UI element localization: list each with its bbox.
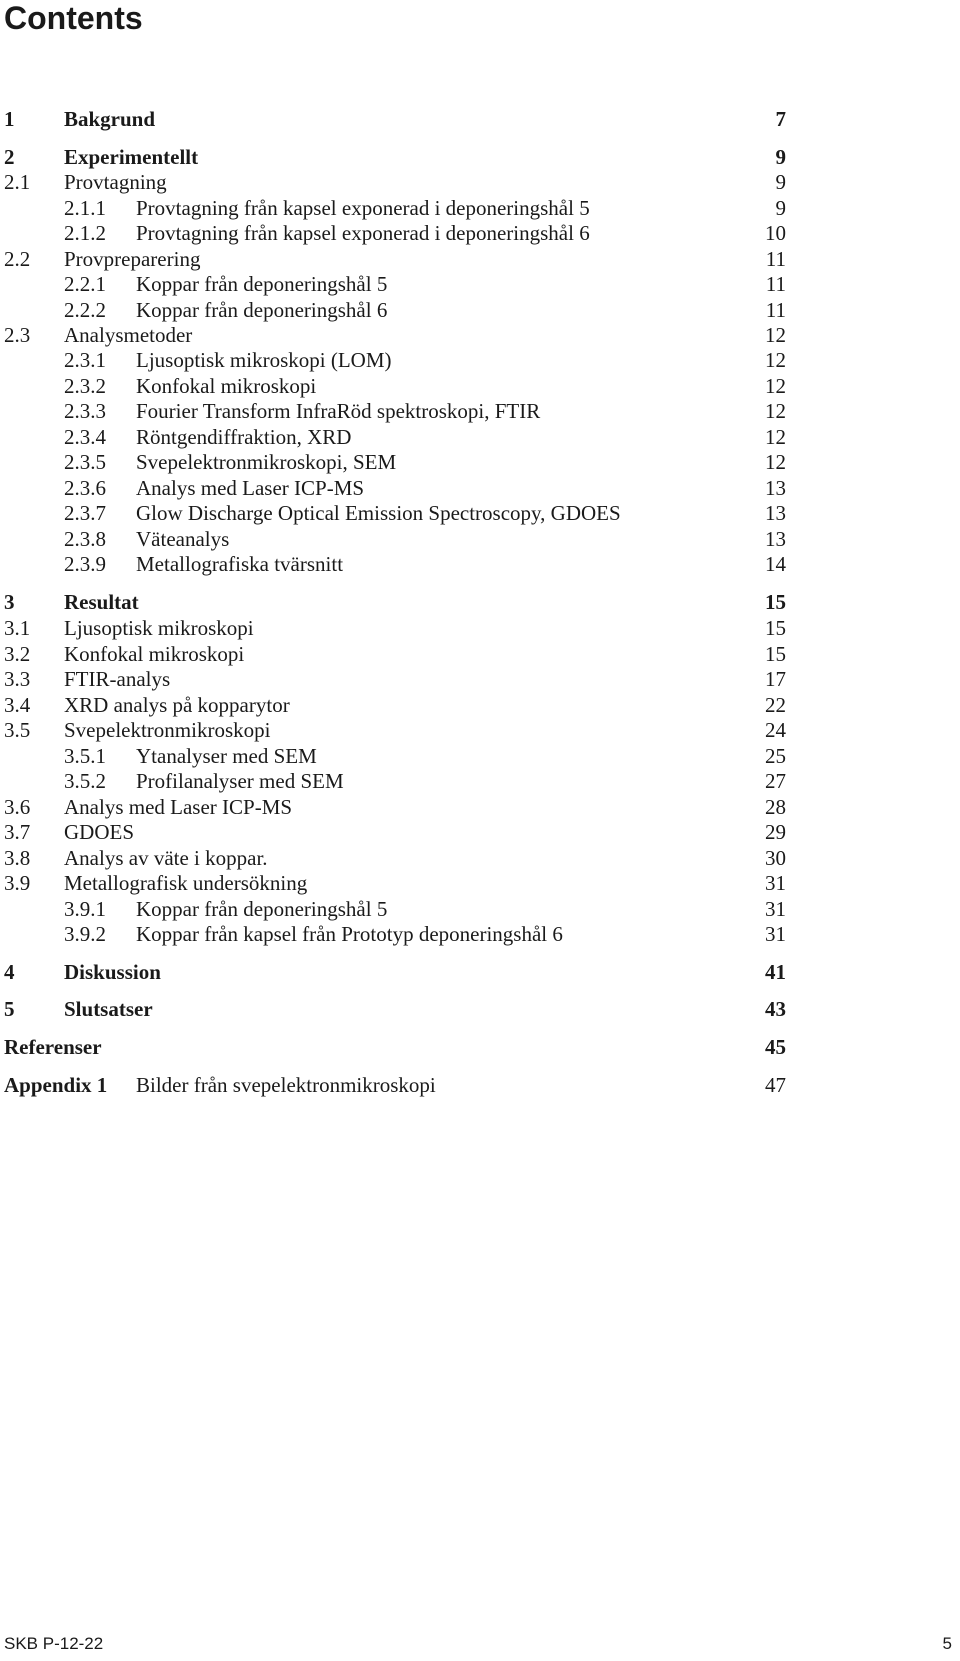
toc-entry[interactable] [0,347,800,374]
toc-entry-page: 12 [765,399,786,423]
toc-entry-title: Metallografisk undersökning [64,871,308,895]
toc-entry[interactable] [0,589,800,616]
toc-entry-page: 15 [765,590,786,614]
toc-entry-page: 25 [765,744,786,768]
toc-entry-page: 11 [765,298,786,322]
toc-entry-page: 12 [765,425,786,449]
toc-entry-page: 15 [765,642,786,666]
toc-entry-title: Provtagning [64,170,167,194]
toc-entry-title: Svepelektronmikroskopi [64,718,271,742]
toc-entry[interactable] [0,475,800,502]
toc-entry-page: 17 [765,667,786,691]
toc-entry-page: 12 [765,348,786,372]
toc-entry[interactable] [0,106,800,133]
toc-entry-page: 9 [775,196,786,220]
toc-entry[interactable] [0,743,800,770]
toc-entry-title: Koppar från deponeringshål 5 [136,897,388,921]
toc-entry-title: Fourier Transform InfraRöd spektroskopi, FTIR [136,399,541,423]
toc-entry-number: 2.3 [4,323,31,347]
toc-entry-page: 30 [765,846,786,870]
toc-entry[interactable] [0,271,800,298]
toc-entry[interactable] [0,297,800,324]
toc-entry-number: 2.1 [4,170,31,194]
toc-entry-page: 9 [775,170,786,194]
toc-entry-title: XRD analys på kopparytor [64,693,290,717]
toc-entry-number: 3.7 [4,820,31,844]
toc-entry[interactable] [0,373,800,400]
toc-entry[interactable] [0,870,800,897]
toc-entry-number: 3.3 [4,667,31,691]
toc-entry-number: 3.9 [4,871,31,895]
toc-entry-page: 9 [775,145,786,169]
toc-entry[interactable] [0,641,800,668]
toc-entry-number: 3 [4,590,15,614]
toc-entry-page: 31 [765,922,786,946]
toc-entry-number: 3.8 [4,846,31,870]
toc-entry-page: 45 [765,1035,786,1059]
toc-entry-number: 2 [4,145,15,169]
toc-entry[interactable] [0,424,800,451]
toc-entry-number: 2.3.4 [64,425,106,449]
toc-entry-page: 29 [765,820,786,844]
toc-entry-title: Provtagning från kapsel exponerad i deponeringshål 5 [136,196,590,220]
toc-entry-number: 2.2 [4,247,31,271]
toc-entry-number: 3.9.1 [64,897,106,921]
toc-entry-page: 31 [765,871,786,895]
toc-entry-number: 2.3.5 [64,450,106,474]
toc-entry-title: Konfokal mikroskopi [136,374,317,398]
toc-entry-page: 28 [765,795,786,819]
toc-entry-title: Koppar från deponeringshål 5 [136,272,388,296]
toc-entry-page: 13 [765,501,786,525]
toc-entry-number: 2.3.3 [64,399,106,423]
toc-entry-title: Provpreparering [64,247,201,271]
toc-entry[interactable] [0,921,800,948]
toc-entry-title: Resultat [64,590,139,614]
toc-entry-number: 2.3.6 [64,476,106,500]
toc-entry[interactable] [0,666,800,693]
toc-entry[interactable] [0,169,800,196]
page-title: Contents [4,0,143,36]
toc-entry-number: 1 [4,107,15,131]
toc-entry[interactable] [0,717,800,744]
toc-entry[interactable] [0,959,800,986]
toc-entry-number: 3.5 [4,718,31,742]
footer-page-number: 5 [942,1634,952,1653]
toc-entry-page: 12 [765,450,786,474]
toc-entry-number: 2.3.9 [64,552,106,576]
toc-entry-title: Analys med Laser ICP-MS [64,795,293,819]
toc-entry-title: Bakgrund [64,107,156,131]
toc-entry-number: 2.1.2 [64,221,106,245]
toc-entry[interactable] [0,845,800,872]
toc-entry-page: 41 [765,960,786,984]
toc-entry[interactable] [0,449,800,476]
toc-entry-number: 2.3.2 [64,374,106,398]
toc-entry[interactable] [0,996,800,1023]
toc-entry[interactable] [0,794,800,821]
toc-entry-title: Väteanalys [136,527,230,551]
toc-entry-page: 12 [765,374,786,398]
toc-entry-number: 5 [4,997,15,1021]
toc-entry[interactable] [0,1034,800,1061]
toc-entry-page: 24 [765,718,786,742]
toc-entry-number: 2.3.8 [64,527,106,551]
toc-entry-page: 47 [765,1073,786,1097]
toc-entry-title: Analys med Laser ICP-MS [136,476,365,500]
toc-entry-page: 14 [765,552,786,576]
toc-entry-number: 3.2 [4,642,31,666]
toc-entry-title: Ljusoptisk mikroskopi [64,616,254,640]
toc-entry-number: 2.2.2 [64,298,106,322]
toc-entry-page: 12 [765,323,786,347]
toc-entry-title: Koppar från kapsel från Prototyp deponeringshål 6 [136,922,563,946]
toc-entry-title: Referenser [4,1035,102,1059]
toc-entry[interactable] [0,195,800,222]
toc-entry-page: 27 [765,769,786,793]
toc-entry[interactable] [0,896,800,923]
toc-entry-title: Glow Discharge Optical Emission Spectroscopy, GDOES [136,501,621,525]
toc-entry-number: 2.3.7 [64,501,106,525]
toc-entry[interactable] [0,551,800,578]
toc-entry[interactable] [0,322,800,349]
toc-entry[interactable] [0,819,800,846]
toc-entry-number: 3.6 [4,795,31,819]
toc-entry-number: 4 [4,960,15,984]
toc-entry[interactable] [0,1072,800,1099]
toc-entry-title: Konfokal mikroskopi [64,642,245,666]
toc-entry-title: Slutsatser [64,997,153,1021]
toc-entry-page: 15 [765,616,786,640]
toc-entry-page: 13 [765,476,786,500]
toc-entry-number: 3.5.1 [64,744,106,768]
toc-entry-number: Appendix 1 [4,1073,108,1097]
toc-entry-title: Koppar från deponeringshål 6 [136,298,388,322]
toc-entry-number: 2.3.1 [64,348,106,372]
toc-entry[interactable] [0,144,800,171]
toc-entry[interactable] [0,615,800,642]
toc-entry-page: 43 [765,997,786,1021]
toc-entry[interactable] [0,398,800,425]
toc-entry-title: Diskussion [64,960,161,984]
toc-entry[interactable] [0,768,800,795]
toc-entry-title: GDOES [64,820,135,844]
toc-entry-number: 2.1.1 [64,196,106,220]
footer-doc-id: SKB P-12-22 [4,1634,104,1653]
toc-entry[interactable] [0,246,800,273]
toc-entry-title: Ytanalyser med SEM [136,744,317,768]
toc-entry-title: Svepelektronmikroskopi, SEM [136,450,397,474]
toc-entry-title: Analysmetoder [64,323,193,347]
toc-entry-title: FTIR-analys [64,667,171,691]
toc-entry[interactable] [0,220,800,247]
toc-entry-number: 3.4 [4,693,31,717]
toc-entry-title: Experimentellt [64,145,199,169]
toc-entry[interactable] [0,692,800,719]
toc-entry-title: Profilanalyser med SEM [136,769,344,793]
toc-entry-number: 2.2.1 [64,272,106,296]
toc-entry-page: 11 [765,272,786,296]
toc-entry[interactable] [0,500,800,527]
toc-entry-page: 7 [775,107,786,131]
toc-entry-page: 22 [765,693,786,717]
toc-entry-title: Metallografiska tvärsnitt [136,552,344,576]
toc-entry-title: Provtagning från kapsel exponerad i deponeringshål 6 [136,221,590,245]
toc-entry-title: Ljusoptisk mikroskopi (LOM) [136,348,392,372]
toc-entry-page: 10 [765,221,786,245]
toc-entry-title: Röntgendiffraktion, XRD [136,425,352,449]
toc-entry-page: 13 [765,527,786,551]
toc-entry-number: 3.5.2 [64,769,106,793]
toc-entry[interactable] [0,526,800,553]
toc-entry-page: 31 [765,897,786,921]
toc-entry-number: 3.1 [4,616,31,640]
toc-entry-title: Bilder från svepelektronmikroskopi [136,1073,436,1097]
toc-entry-number: 3.9.2 [64,922,106,946]
toc-entry-page: 11 [765,247,786,271]
toc-entry-title: Analys av väte i koppar. [64,846,268,870]
